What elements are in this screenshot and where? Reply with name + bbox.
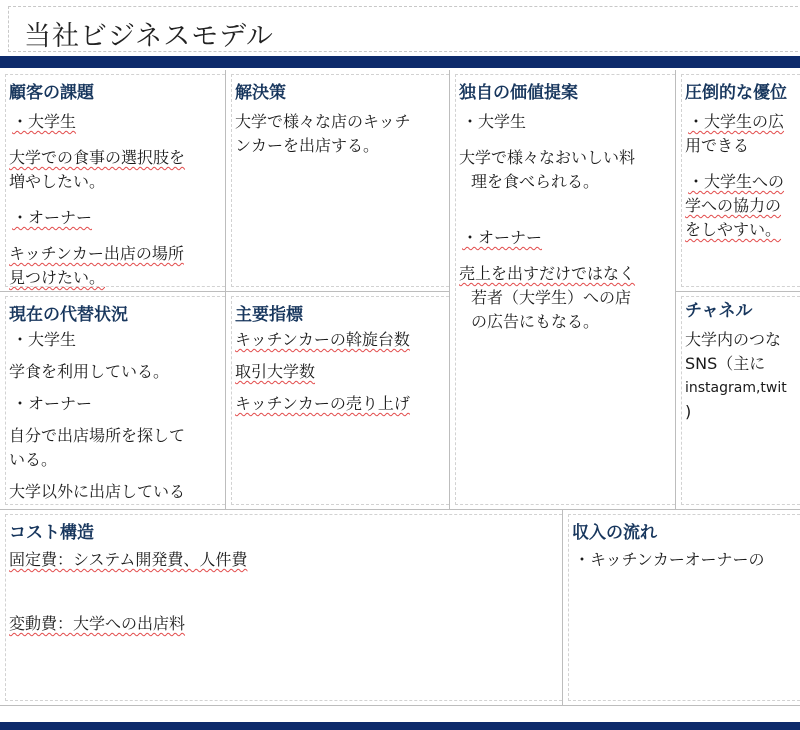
- solution-textbox[interactable]: [231, 74, 449, 287]
- channels-heading: チャネル: [685, 301, 753, 321]
- footer-divider-bar: [0, 722, 800, 730]
- channels-line-2: SNS（主に: [685, 354, 766, 373]
- problem-line-6: 見つけたい。: [9, 268, 106, 287]
- problem-cell[interactable]: [0, 70, 226, 292]
- alternatives-cell[interactable]: [0, 292, 226, 510]
- cost-line-1: 固定費：システム開発費、人件費: [9, 550, 248, 569]
- advantage-line-2: 用できる: [685, 136, 750, 155]
- advantage-line-1: ・大学生の広: [688, 112, 785, 131]
- revenue-content: [572, 548, 800, 572]
- cost-line-2: 変動費：大学への出店料: [9, 614, 186, 633]
- problem-line-3: 増やしたい。: [9, 172, 106, 191]
- advantage-heading: 圧倒的な優位: [685, 83, 787, 103]
- channels-cell[interactable]: [676, 292, 800, 510]
- header-divider-bar: [0, 56, 800, 68]
- problem-content: [9, 110, 225, 290]
- channels-content: [685, 328, 800, 424]
- title-area: [0, 0, 800, 56]
- problem-heading: 顧客の課題: [9, 83, 94, 103]
- cost-content: [9, 548, 562, 636]
- revenue-heading: 収入の流れ: [572, 523, 657, 543]
- channels-line-3: instagram,twit: [685, 380, 787, 396]
- metrics-line-3: キッチンカーの売り上げ: [235, 394, 410, 413]
- cost-heading: コスト構造: [9, 523, 94, 543]
- alternatives-line-4: 自分で出店場所を探して: [9, 426, 186, 445]
- solution-heading: 解決策: [235, 83, 286, 103]
- problem-line-1: ・大学生: [12, 112, 77, 131]
- problem-line-5: キッチンカー出店の場所: [9, 244, 184, 263]
- metrics-line-2: 取引大学数: [235, 362, 316, 381]
- alternatives-line-5: いる。: [9, 450, 58, 469]
- advantage-cell[interactable]: [676, 70, 800, 292]
- alternatives-heading: 現在の代替状況: [9, 305, 128, 325]
- lean-canvas: [0, 70, 800, 720]
- metrics-cell[interactable]: [226, 292, 450, 510]
- revenue-line-1: ・キッチンカーオーナーの: [574, 550, 765, 569]
- uvp-content: [459, 110, 675, 334]
- metrics-heading: 主要指標: [235, 305, 303, 325]
- problem-line-2: 大学での食事の選択肢を: [9, 148, 186, 167]
- advantage-line-3: ・大学生への: [688, 172, 785, 191]
- uvp-line-7: の広告にもなる。: [471, 312, 600, 331]
- solution-line-1: 大学で様々な店のキッチ: [235, 112, 411, 131]
- channels-line-4: ): [685, 402, 692, 421]
- uvp-line-3: 理を食べられる。: [471, 172, 600, 191]
- metrics-content: [235, 328, 449, 416]
- alternatives-line-2: 学食を利用している。: [9, 362, 170, 381]
- alternatives-content: [9, 328, 225, 504]
- advantage-content: [685, 110, 800, 242]
- solution-content: [235, 110, 449, 158]
- metrics-line-1: キッチンカーの斡旋台数: [235, 330, 410, 349]
- uvp-line-1: ・大学生: [462, 112, 527, 131]
- problem-line-4: ・オーナー: [12, 208, 93, 227]
- solution-line-2: ンカーを出店する。: [235, 136, 380, 155]
- uvp-cell[interactable]: [450, 70, 676, 510]
- revenue-cell[interactable]: [563, 510, 800, 706]
- uvp-line-5: 売上を出すだけではなく: [459, 264, 636, 283]
- alternatives-line-1: ・大学生: [12, 330, 77, 349]
- channels-line-1: 大学内のつな: [685, 330, 782, 349]
- alternatives-line-6: 大学以外に出店している: [9, 482, 186, 501]
- advantage-line-5: をしやすい。: [685, 220, 782, 239]
- uvp-line-4: ・オーナー: [462, 228, 543, 247]
- uvp-heading: 独自の価値提案: [459, 83, 578, 103]
- cost-cell[interactable]: [0, 510, 563, 706]
- uvp-line-2: 大学で様々なおいしい料: [459, 148, 636, 167]
- uvp-line-6: 若者（大学生）への店: [471, 288, 632, 307]
- page-title: 当社ビジネスモデル: [24, 21, 274, 52]
- alternatives-line-3: ・オーナー: [12, 394, 93, 413]
- solution-cell[interactable]: [226, 70, 450, 292]
- advantage-line-4: 学への協力の: [685, 196, 782, 215]
